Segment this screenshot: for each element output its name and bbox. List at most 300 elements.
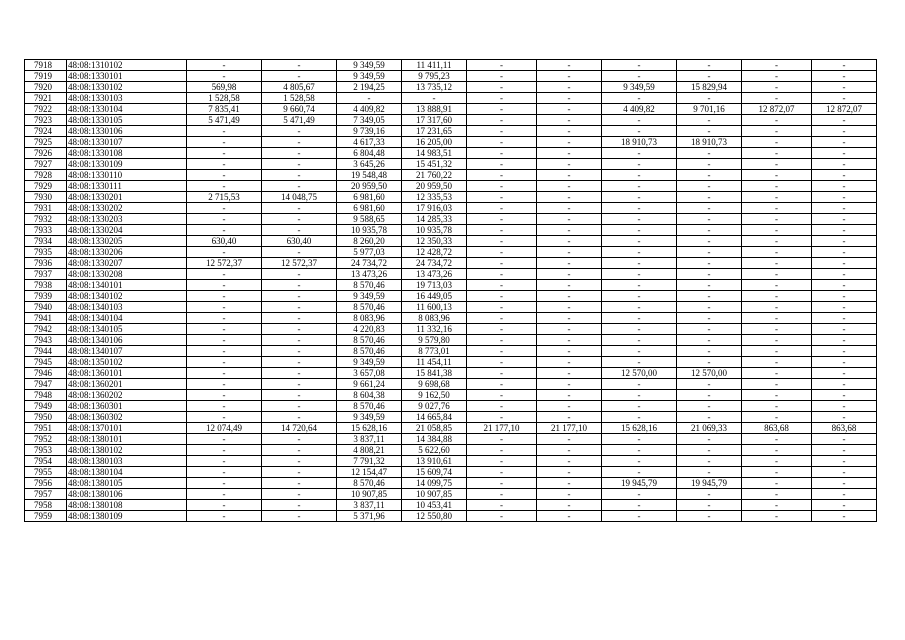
table-row xyxy=(25,434,877,445)
cell-value-5: - xyxy=(467,203,537,214)
cell-value-10: - xyxy=(812,203,877,214)
cell-value-5: - xyxy=(467,192,537,203)
cell-value-2: - xyxy=(262,412,337,423)
cell-row-number: 7921 xyxy=(25,93,67,104)
cell-value-2: 4 805,67 xyxy=(262,82,337,93)
table-row xyxy=(25,137,877,148)
cell-value-10: - xyxy=(812,280,877,291)
table-row xyxy=(25,82,877,93)
cell-value-5: - xyxy=(467,280,537,291)
cell-value-7: - xyxy=(602,115,677,126)
cell-value-3: 7 349,05 xyxy=(337,115,402,126)
cell-value-1: - xyxy=(187,291,262,302)
cell-value-1: 7 835,41 xyxy=(187,104,262,115)
cell-value-4: 10 935,78 xyxy=(402,225,467,236)
cell-value-10: - xyxy=(812,60,877,71)
cell-value-1: - xyxy=(187,181,262,192)
cell-value-4: 9 027,76 xyxy=(402,401,467,412)
cell-cadastral-code: 48:08:1330207 xyxy=(67,258,187,269)
cell-value-10: - xyxy=(812,126,877,137)
cell-value-2: - xyxy=(262,368,337,379)
cell-value-4: 13 888,91 xyxy=(402,104,467,115)
cell-value-4: 13 910,61 xyxy=(402,456,467,467)
cell-value-4: 11 454,11 xyxy=(402,357,467,368)
cell-value-3: 3 837,11 xyxy=(337,434,402,445)
table-row xyxy=(25,489,877,500)
cell-value-2: - xyxy=(262,214,337,225)
cell-value-5: - xyxy=(467,214,537,225)
cell-value-5: - xyxy=(467,500,537,511)
cell-value-1: - xyxy=(187,137,262,148)
cell-value-4: 9 579,80 xyxy=(402,335,467,346)
cell-cadastral-code: 48:08:1330203 xyxy=(67,214,187,225)
cell-value-7: - xyxy=(602,412,677,423)
cell-value-7: - xyxy=(602,247,677,258)
cell-value-10: - xyxy=(812,269,877,280)
cell-value-6: - xyxy=(537,456,602,467)
cell-value-3: 7 791,32 xyxy=(337,456,402,467)
cell-value-5: - xyxy=(467,258,537,269)
cell-value-8: - xyxy=(677,126,742,137)
cell-value-8: - xyxy=(677,302,742,313)
cell-value-5: - xyxy=(467,104,537,115)
cell-value-1: 569,98 xyxy=(187,82,262,93)
cell-value-10: - xyxy=(812,236,877,247)
cell-value-10: - xyxy=(812,357,877,368)
cell-value-7: - xyxy=(602,445,677,456)
cell-cadastral-code: 48:08:1330107 xyxy=(67,137,187,148)
cell-value-8: 15 829,94 xyxy=(677,82,742,93)
cell-row-number: 7951 xyxy=(25,423,67,434)
cell-value-9: - xyxy=(742,247,812,258)
cell-value-10: - xyxy=(812,302,877,313)
cell-value-7: - xyxy=(602,390,677,401)
cell-value-1: 1 528,58 xyxy=(187,93,262,104)
cell-value-2: 9 660,74 xyxy=(262,104,337,115)
cell-value-8: - xyxy=(677,291,742,302)
table-row xyxy=(25,181,877,192)
cell-value-4: 12 335,53 xyxy=(402,192,467,203)
cell-value-5: - xyxy=(467,247,537,258)
table-row xyxy=(25,324,877,335)
cell-value-6: - xyxy=(537,258,602,269)
cell-value-3: 5 371,96 xyxy=(337,511,402,522)
cell-row-number: 7920 xyxy=(25,82,67,93)
cell-value-7: - xyxy=(602,214,677,225)
cell-value-6: - xyxy=(537,225,602,236)
cell-value-6: - xyxy=(537,93,602,104)
cell-row-number: 7932 xyxy=(25,214,67,225)
cell-cadastral-code: 48:08:1310102 xyxy=(67,60,187,71)
cell-value-8: - xyxy=(677,225,742,236)
cell-cadastral-code: 48:08:1340105 xyxy=(67,324,187,335)
cell-row-number: 7918 xyxy=(25,60,67,71)
cell-value-10: - xyxy=(812,137,877,148)
cell-value-6: - xyxy=(537,379,602,390)
cell-value-10: 863,68 xyxy=(812,423,877,434)
table-row xyxy=(25,357,877,368)
cell-value-2: - xyxy=(262,346,337,357)
cell-cadastral-code: 48:08:1330106 xyxy=(67,126,187,137)
cell-value-3: 10 935,78 xyxy=(337,225,402,236)
cell-value-10: - xyxy=(812,434,877,445)
cell-value-1: 12 074,49 xyxy=(187,423,262,434)
cell-value-9: - xyxy=(742,335,812,346)
cell-value-7: - xyxy=(602,456,677,467)
cell-value-7: 18 910,73 xyxy=(602,137,677,148)
cell-value-9: - xyxy=(742,390,812,401)
cell-value-3: 19 548,48 xyxy=(337,170,402,181)
cell-row-number: 7949 xyxy=(25,401,67,412)
cell-value-9: - xyxy=(742,379,812,390)
cell-value-8: - xyxy=(677,313,742,324)
cell-value-8: - xyxy=(677,214,742,225)
cell-value-4: 11 332,16 xyxy=(402,324,467,335)
cell-value-6: - xyxy=(537,60,602,71)
cell-value-9: - xyxy=(742,126,812,137)
cell-value-8: - xyxy=(677,412,742,423)
cell-value-2: - xyxy=(262,467,337,478)
cell-row-number: 7926 xyxy=(25,148,67,159)
cell-value-3: 13 473,26 xyxy=(337,269,402,280)
table-row xyxy=(25,71,877,82)
cell-cadastral-code: 48:08:1330109 xyxy=(67,159,187,170)
table-row xyxy=(25,247,877,258)
cell-value-10: - xyxy=(812,214,877,225)
cell-value-1: - xyxy=(187,247,262,258)
cell-value-3: 3 645,26 xyxy=(337,159,402,170)
cell-row-number: 7940 xyxy=(25,302,67,313)
cell-value-9: - xyxy=(742,203,812,214)
cell-value-2: 12 572,37 xyxy=(262,258,337,269)
cell-value-10: - xyxy=(812,412,877,423)
cell-row-number: 7947 xyxy=(25,379,67,390)
cell-cadastral-code: 48:08:1360302 xyxy=(67,412,187,423)
cell-value-9: - xyxy=(742,236,812,247)
cell-value-10: - xyxy=(812,390,877,401)
cell-value-1: - xyxy=(187,434,262,445)
cell-value-1: - xyxy=(187,126,262,137)
cell-value-2: - xyxy=(262,291,337,302)
cell-value-3: 8 570,46 xyxy=(337,346,402,357)
cell-value-7: - xyxy=(602,302,677,313)
cell-value-6: - xyxy=(537,115,602,126)
cell-value-8: - xyxy=(677,500,742,511)
cell-value-6: - xyxy=(537,302,602,313)
cell-value-5: - xyxy=(467,456,537,467)
cell-value-2: - xyxy=(262,390,337,401)
cell-value-6: - xyxy=(537,280,602,291)
cell-value-4: 8 083,96 xyxy=(402,313,467,324)
cell-value-5: 21 177,10 xyxy=(467,423,537,434)
cell-value-1: - xyxy=(187,71,262,82)
cell-value-9: - xyxy=(742,170,812,181)
cell-value-5: - xyxy=(467,511,537,522)
cell-value-6: - xyxy=(537,401,602,412)
cell-value-6: - xyxy=(537,148,602,159)
cell-value-8: - xyxy=(677,511,742,522)
cell-value-6: - xyxy=(537,390,602,401)
cell-value-9: - xyxy=(742,445,812,456)
cell-value-9: - xyxy=(742,467,812,478)
cell-value-7: - xyxy=(602,357,677,368)
cell-value-9: - xyxy=(742,269,812,280)
table-row xyxy=(25,511,877,522)
cell-value-10: - xyxy=(812,324,877,335)
cell-value-3: 3 837,11 xyxy=(337,500,402,511)
cell-value-10: - xyxy=(812,181,877,192)
cell-value-2: 14 720,64 xyxy=(262,423,337,434)
cell-value-4: 14 384,88 xyxy=(402,434,467,445)
cell-cadastral-code: 48:08:1330101 xyxy=(67,71,187,82)
cell-value-6: - xyxy=(537,159,602,170)
cell-row-number: 7941 xyxy=(25,313,67,324)
cell-value-10: - xyxy=(812,346,877,357)
cell-value-9: - xyxy=(742,302,812,313)
cell-cadastral-code: 48:08:1330206 xyxy=(67,247,187,258)
cell-value-7: - xyxy=(602,401,677,412)
cell-value-2: - xyxy=(262,71,337,82)
cell-value-9: - xyxy=(742,93,812,104)
cell-value-1: - xyxy=(187,368,262,379)
cell-value-3: 12 154,47 xyxy=(337,467,402,478)
cell-value-3: 4 409,82 xyxy=(337,104,402,115)
cell-value-5: - xyxy=(467,159,537,170)
cell-value-9: - xyxy=(742,401,812,412)
cell-value-4: 9 162,50 xyxy=(402,390,467,401)
cell-value-3: 8 570,46 xyxy=(337,302,402,313)
cell-value-1: - xyxy=(187,214,262,225)
cell-value-4: 24 734,72 xyxy=(402,258,467,269)
cell-value-10: - xyxy=(812,115,877,126)
cell-value-9: - xyxy=(742,82,812,93)
cell-cadastral-code: 48:08:1380106 xyxy=(67,489,187,500)
cell-value-4: 17 231,65 xyxy=(402,126,467,137)
cell-value-6: - xyxy=(537,346,602,357)
cell-cadastral-code: 48:08:1380102 xyxy=(67,445,187,456)
cell-value-6: - xyxy=(537,467,602,478)
cell-value-5: - xyxy=(467,324,537,335)
cell-value-3: 10 907,85 xyxy=(337,489,402,500)
cell-value-9: - xyxy=(742,357,812,368)
cell-row-number: 7929 xyxy=(25,181,67,192)
cell-value-5: - xyxy=(467,390,537,401)
cell-value-1: - xyxy=(187,335,262,346)
cell-value-8: - xyxy=(677,247,742,258)
cell-cadastral-code: 48:08:1330104 xyxy=(67,104,187,115)
cell-value-10: - xyxy=(812,445,877,456)
cell-value-2: 14 048,75 xyxy=(262,192,337,203)
cell-value-4: 14 099,75 xyxy=(402,478,467,489)
cell-value-5: - xyxy=(467,379,537,390)
cell-value-2: - xyxy=(262,126,337,137)
cell-value-8: - xyxy=(677,170,742,181)
cell-row-number: 7952 xyxy=(25,434,67,445)
cell-value-5: - xyxy=(467,401,537,412)
cell-cadastral-code: 48:08:1330110 xyxy=(67,170,187,181)
cell-value-5: - xyxy=(467,225,537,236)
cell-value-2: - xyxy=(262,302,337,313)
cell-value-1: 2 715,53 xyxy=(187,192,262,203)
cell-value-5: - xyxy=(467,236,537,247)
cell-value-6: - xyxy=(537,412,602,423)
table-row xyxy=(25,269,877,280)
cell-value-10: - xyxy=(812,148,877,159)
cell-value-4: 8 773,01 xyxy=(402,346,467,357)
cell-value-10: - xyxy=(812,379,877,390)
cell-value-10: - xyxy=(812,489,877,500)
cell-value-4: 20 959,50 xyxy=(402,181,467,192)
cell-value-7: - xyxy=(602,500,677,511)
cell-value-1: - xyxy=(187,500,262,511)
table-row xyxy=(25,445,877,456)
cell-value-7: - xyxy=(602,148,677,159)
cell-value-10: - xyxy=(812,159,877,170)
cell-value-6: - xyxy=(537,181,602,192)
cell-value-8: - xyxy=(677,71,742,82)
cell-value-2: - xyxy=(262,401,337,412)
cell-value-2: - xyxy=(262,159,337,170)
cell-value-5: - xyxy=(467,71,537,82)
cell-cadastral-code: 48:08:1380104 xyxy=(67,467,187,478)
cell-cadastral-code: 48:08:1330202 xyxy=(67,203,187,214)
table-row xyxy=(25,368,877,379)
cell-value-10: - xyxy=(812,335,877,346)
cell-value-5: - xyxy=(467,478,537,489)
cell-value-3: 9 739,16 xyxy=(337,126,402,137)
cell-value-8: - xyxy=(677,489,742,500)
cell-value-9: - xyxy=(742,489,812,500)
table-row xyxy=(25,93,877,104)
cell-value-9: - xyxy=(742,137,812,148)
cell-value-9: - xyxy=(742,346,812,357)
cell-value-9: 12 872,07 xyxy=(742,104,812,115)
cell-value-6: - xyxy=(537,368,602,379)
cell-value-9: - xyxy=(742,181,812,192)
table-row xyxy=(25,159,877,170)
cell-value-3: 6 981,60 xyxy=(337,203,402,214)
cell-value-3: 3 657,08 xyxy=(337,368,402,379)
cell-value-2: - xyxy=(262,445,337,456)
cell-value-2: - xyxy=(262,181,337,192)
cell-value-9: - xyxy=(742,324,812,335)
table-row xyxy=(25,192,877,203)
cell-value-8: - xyxy=(677,93,742,104)
cell-value-8: - xyxy=(677,445,742,456)
cell-row-number: 7927 xyxy=(25,159,67,170)
cell-cadastral-code: 48:08:1330204 xyxy=(67,225,187,236)
cell-value-9: - xyxy=(742,214,812,225)
cell-value-9: - xyxy=(742,71,812,82)
cell-value-2: - xyxy=(262,247,337,258)
cell-value-5: - xyxy=(467,368,537,379)
cell-value-8: - xyxy=(677,159,742,170)
cell-value-4: 13 735,12 xyxy=(402,82,467,93)
cell-cadastral-code: 48:08:1360202 xyxy=(67,390,187,401)
cell-value-10: 12 872,07 xyxy=(812,104,877,115)
cell-row-number: 7931 xyxy=(25,203,67,214)
cell-value-8: - xyxy=(677,236,742,247)
table-row xyxy=(25,104,877,115)
cell-value-7: - xyxy=(602,258,677,269)
cell-row-number: 7946 xyxy=(25,368,67,379)
cell-value-4: 21 058,85 xyxy=(402,423,467,434)
cell-cadastral-code: 48:08:1380101 xyxy=(67,434,187,445)
cell-cadastral-code: 48:08:1350102 xyxy=(67,357,187,368)
cell-row-number: 7923 xyxy=(25,115,67,126)
cell-value-5: - xyxy=(467,148,537,159)
table-row xyxy=(25,291,877,302)
cell-value-5: - xyxy=(467,291,537,302)
cell-value-6: - xyxy=(537,313,602,324)
cell-value-2: - xyxy=(262,60,337,71)
cell-value-7: - xyxy=(602,280,677,291)
cell-value-1: - xyxy=(187,467,262,478)
cell-value-4: 12 550,80 xyxy=(402,511,467,522)
cell-value-10: - xyxy=(812,93,877,104)
cell-value-1: - xyxy=(187,357,262,368)
cell-cadastral-code: 48:08:1340106 xyxy=(67,335,187,346)
cell-value-2: - xyxy=(262,511,337,522)
cell-value-6: - xyxy=(537,500,602,511)
cell-cadastral-code: 48:08:1380109 xyxy=(67,511,187,522)
cell-row-number: 7919 xyxy=(25,71,67,82)
cell-cadastral-code: 48:08:1380103 xyxy=(67,456,187,467)
cell-cadastral-code: 48:08:1330103 xyxy=(67,93,187,104)
cell-value-8: - xyxy=(677,346,742,357)
cell-value-5: - xyxy=(467,467,537,478)
table-body xyxy=(25,60,877,522)
cell-value-8: - xyxy=(677,324,742,335)
cell-value-3: 9 349,59 xyxy=(337,412,402,423)
cell-value-5: - xyxy=(467,335,537,346)
cell-value-9: - xyxy=(742,313,812,324)
cell-value-6: - xyxy=(537,357,602,368)
cell-row-number: 7957 xyxy=(25,489,67,500)
table-row xyxy=(25,236,877,247)
cell-value-8: - xyxy=(677,115,742,126)
cell-value-1: - xyxy=(187,412,262,423)
cell-value-1: - xyxy=(187,445,262,456)
cell-value-10: - xyxy=(812,456,877,467)
cell-row-number: 7945 xyxy=(25,357,67,368)
cell-value-3: 8 260,20 xyxy=(337,236,402,247)
cell-value-10: - xyxy=(812,313,877,324)
cell-value-3: 9 349,59 xyxy=(337,357,402,368)
table-row xyxy=(25,456,877,467)
table-row xyxy=(25,412,877,423)
cell-value-7: - xyxy=(602,489,677,500)
cell-value-1: - xyxy=(187,401,262,412)
cell-value-2: - xyxy=(262,456,337,467)
cell-cadastral-code: 48:08:1360101 xyxy=(67,368,187,379)
cell-value-10: - xyxy=(812,82,877,93)
cell-value-6: - xyxy=(537,335,602,346)
cell-cadastral-code: 48:08:1330105 xyxy=(67,115,187,126)
cell-value-5: - xyxy=(467,60,537,71)
cell-value-2: - xyxy=(262,434,337,445)
cell-value-4: 9 698,68 xyxy=(402,379,467,390)
cell-row-number: 7936 xyxy=(25,258,67,269)
cell-value-6: - xyxy=(537,247,602,258)
cell-row-number: 7942 xyxy=(25,324,67,335)
cell-value-3: 8 570,46 xyxy=(337,401,402,412)
cell-value-5: - xyxy=(467,137,537,148)
cell-value-1: 12 572,37 xyxy=(187,258,262,269)
cell-row-number: 7954 xyxy=(25,456,67,467)
cell-value-5: - xyxy=(467,302,537,313)
cell-value-9: - xyxy=(742,60,812,71)
